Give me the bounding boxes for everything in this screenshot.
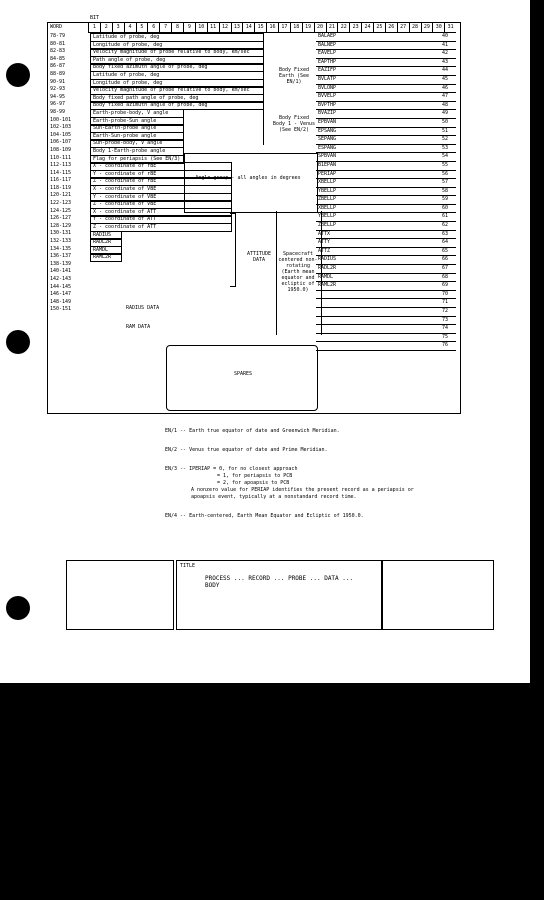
field-row: Z - coordinate of rBE bbox=[90, 177, 232, 186]
small-label: RAML2R bbox=[90, 253, 122, 262]
bit-cell: 8 bbox=[171, 23, 183, 32]
word-number: 146-147 bbox=[50, 291, 72, 298]
bit-cell: 6 bbox=[147, 23, 159, 32]
word-number: 138-139 bbox=[50, 260, 72, 267]
variable-number: 70 bbox=[441, 290, 448, 297]
variable-number: 45 bbox=[441, 75, 448, 82]
field-row: Earth-Sun-probe angle bbox=[90, 132, 184, 141]
word-number: 130-131 bbox=[50, 230, 72, 237]
bit-cell: 4 bbox=[124, 23, 136, 32]
variable-row bbox=[316, 291, 456, 300]
bit-cell: 15 bbox=[254, 23, 266, 32]
variable-number: 66 bbox=[441, 256, 448, 263]
variable-number: 43 bbox=[441, 58, 448, 65]
variable-code: BVPTHP bbox=[318, 101, 337, 108]
variable-number: 69 bbox=[441, 282, 448, 289]
variable-name-column bbox=[316, 33, 456, 351]
bit-cell: 3 bbox=[112, 23, 124, 32]
bit-cell: 10 bbox=[195, 23, 207, 32]
field-row: Longitude of probe, deg bbox=[90, 41, 264, 50]
group-spares: SPARES bbox=[233, 371, 253, 377]
word-number: 112-113 bbox=[50, 162, 72, 169]
variable-row bbox=[316, 110, 456, 119]
variable-row bbox=[316, 248, 456, 257]
bit-cell: 25 bbox=[373, 23, 385, 32]
bit-cell: 19 bbox=[302, 23, 314, 32]
group-radius-data: RADIUS DATA bbox=[126, 305, 160, 311]
attitude-bracket bbox=[230, 213, 236, 287]
stamp-title-label: TITLE bbox=[180, 563, 196, 569]
variable-number: 58 bbox=[441, 187, 448, 194]
word-number: 114-115 bbox=[50, 169, 72, 176]
variable-number: 40 bbox=[441, 33, 448, 39]
variable-row bbox=[316, 342, 456, 351]
word-number: 86-87 bbox=[50, 63, 66, 70]
variable-code: ESPANG bbox=[318, 144, 337, 151]
word-number: 102-103 bbox=[50, 124, 72, 131]
variable-number: 47 bbox=[441, 93, 448, 100]
field-row: Y - coordinate of ATT bbox=[90, 215, 232, 224]
field-row: Body fixed azimuth angle of probe, deg bbox=[90, 63, 264, 72]
bit-cell: 18 bbox=[290, 23, 302, 32]
variable-code: BALAEP bbox=[318, 33, 337, 39]
word-number: 92-93 bbox=[50, 86, 66, 93]
note-en3-a: = 1, for periapsis to PCB bbox=[217, 473, 293, 479]
field-row: Earth-probe-Sun angle bbox=[90, 117, 184, 126]
variable-number: 41 bbox=[441, 41, 448, 48]
field-row: Y - coordinate of VBE bbox=[90, 193, 232, 202]
variable-row bbox=[316, 274, 456, 283]
variable-row bbox=[316, 213, 456, 222]
field-row: X - coordinate of VBE bbox=[90, 185, 232, 194]
small-label: RADIUS bbox=[90, 231, 122, 240]
bit-cell: 9 bbox=[183, 23, 195, 32]
field-row: Sun-probe-body, V angle bbox=[90, 139, 184, 148]
variable-code: XBELLP bbox=[318, 204, 337, 211]
field-row: Velocity magnitude of probe relative to body, km/sec bbox=[90, 48, 264, 57]
variable-number: 61 bbox=[441, 213, 448, 220]
variable-code bbox=[316, 325, 370, 333]
field-row: Y - coordinate of rBE bbox=[90, 170, 232, 179]
field-row: X - coordinate of rBE bbox=[90, 162, 232, 171]
small-label: RADL2R bbox=[90, 238, 122, 247]
note-en3-b: = 2, for apoapsis to PCB bbox=[217, 480, 290, 486]
variable-code: BVAZIP bbox=[318, 110, 337, 117]
variable-code: EAZIFP bbox=[318, 67, 337, 74]
variable-number: 54 bbox=[441, 153, 448, 160]
variable-code: EPBVAN bbox=[318, 118, 337, 125]
bit-cell: 21 bbox=[326, 23, 338, 32]
variable-row bbox=[316, 153, 456, 162]
variable-number: 42 bbox=[441, 50, 448, 57]
group-angle: Angle group - all angles in degrees bbox=[195, 175, 301, 181]
variable-code: ATTY bbox=[318, 239, 331, 246]
word-number: 104-105 bbox=[50, 131, 72, 138]
variable-code: RAMDL bbox=[318, 273, 334, 280]
word-number: 84-85 bbox=[50, 55, 66, 62]
bit-cell: 30 bbox=[432, 23, 444, 32]
variable-number: 57 bbox=[441, 179, 448, 186]
bit-cell: 5 bbox=[136, 23, 148, 32]
stamp-left bbox=[66, 560, 174, 630]
variable-row bbox=[316, 308, 456, 317]
variable-number: 71 bbox=[441, 299, 448, 306]
variable-number: 74 bbox=[441, 325, 448, 332]
word-label: WORD bbox=[50, 24, 63, 30]
variable-row bbox=[316, 50, 456, 59]
word-number: 132-133 bbox=[50, 238, 72, 245]
word-number: 80-81 bbox=[50, 40, 66, 47]
variable-row bbox=[316, 231, 456, 240]
angle-group-box bbox=[184, 153, 318, 213]
note-en3-c: A nonzero value for PERIAP identifies the present record as a periapsis or apoapsis event, typically at a nonstandard record time. bbox=[191, 487, 414, 500]
variable-code: BVLONP bbox=[318, 84, 337, 91]
bit-cell: 22 bbox=[337, 23, 349, 32]
variable-row bbox=[316, 76, 456, 85]
bit-cell: 26 bbox=[385, 23, 397, 32]
field-row: Earth-probe-body, V angle bbox=[90, 109, 184, 118]
variable-row bbox=[316, 171, 456, 180]
group-attitude: ATTITUDE DATA bbox=[246, 251, 272, 263]
variable-row bbox=[316, 136, 456, 145]
word-number: 88-89 bbox=[50, 70, 66, 77]
field-row: Longitude of probe, deg bbox=[90, 79, 264, 88]
bit-cell: 13 bbox=[231, 23, 243, 32]
variable-row bbox=[316, 42, 456, 51]
variable-row bbox=[316, 256, 456, 265]
note-en4: EN/4 -- Earth-centered, Earth Mean Equator and Ecliptic of 1950.0. bbox=[165, 513, 364, 519]
stamp-right bbox=[382, 560, 494, 630]
field-row: Latitude of probe, deg bbox=[90, 33, 264, 42]
note-en1: EN/1 -- Earth true equator of date and Greenwich Meridian. bbox=[165, 428, 340, 434]
variable-number: 49 bbox=[441, 110, 448, 117]
bit-cell: 7 bbox=[159, 23, 171, 32]
variable-row bbox=[316, 85, 456, 94]
variable-number: 60 bbox=[441, 204, 448, 211]
variable-code: XBELLP bbox=[318, 179, 337, 186]
variable-row bbox=[316, 179, 456, 188]
group-spacecraft: Spacecraft centered non-rotating (Earth mean equator and ecliptic of 1950.0) bbox=[278, 251, 318, 293]
variable-row bbox=[316, 188, 456, 197]
variable-number: 73 bbox=[441, 316, 448, 323]
note-en3: EN/3 -- IPERIAP = 0, for no closest approach bbox=[165, 466, 298, 472]
word-number: 78-79 bbox=[50, 33, 66, 39]
field-row: Latitude of probe, deg bbox=[90, 71, 264, 80]
bit-cell: 28 bbox=[409, 23, 421, 32]
field-row: X - coordinate of ATT bbox=[90, 208, 232, 217]
variable-number: 53 bbox=[441, 144, 448, 151]
variable-number: 50 bbox=[441, 118, 448, 125]
word-number: 142-143 bbox=[50, 276, 72, 282]
word-number: 96-97 bbox=[50, 101, 66, 108]
group-body-fixed-earth: Body Fixed Earth (See EN/1) bbox=[278, 67, 310, 85]
bit-cell: 29 bbox=[421, 23, 433, 32]
bit-cell: 20 bbox=[314, 23, 326, 32]
punch-hole bbox=[6, 330, 30, 354]
variable-row bbox=[316, 239, 456, 248]
variable-code: B1EPAN bbox=[318, 161, 337, 168]
variable-code: EPSANG bbox=[318, 127, 337, 134]
bit-cell: 1 bbox=[88, 23, 100, 32]
word-number: 82-83 bbox=[50, 48, 66, 55]
variable-number: 72 bbox=[441, 308, 448, 314]
word-number: 134-135 bbox=[50, 245, 72, 252]
variable-row bbox=[316, 325, 456, 334]
variable-code: BVLATP bbox=[318, 75, 337, 82]
variable-number: 63 bbox=[441, 230, 448, 237]
word-number: 148-149 bbox=[50, 298, 72, 305]
bit-cell: 27 bbox=[397, 23, 409, 32]
variable-row bbox=[316, 205, 456, 214]
variable-code: YBELLP bbox=[318, 187, 337, 194]
variable-number: 62 bbox=[441, 222, 448, 229]
variable-number: 76 bbox=[441, 342, 448, 349]
endnotes bbox=[165, 428, 415, 532]
field-row: Flag for periapsis (See EN/3) bbox=[90, 155, 184, 164]
variable-code bbox=[316, 299, 370, 307]
variable-code: ATTZ bbox=[318, 247, 331, 254]
variable-code bbox=[316, 291, 370, 299]
variable-number: 51 bbox=[441, 127, 448, 134]
group-bracket bbox=[263, 62, 264, 100]
bit-cell: 31 bbox=[444, 23, 456, 32]
bit-cell: 12 bbox=[219, 23, 231, 32]
variable-code: RAML2R bbox=[318, 282, 337, 289]
variable-row bbox=[316, 33, 456, 42]
word-number: 116-117 bbox=[50, 177, 72, 184]
field-row: Body fixed path angle of probe, deg bbox=[90, 94, 264, 103]
word-number: 128-129 bbox=[50, 222, 72, 229]
bit-cell: 14 bbox=[242, 23, 254, 32]
variable-number: 68 bbox=[441, 273, 448, 280]
bit-number-row bbox=[88, 23, 456, 33]
variable-number: 67 bbox=[441, 265, 448, 272]
variable-code: RADIUS bbox=[318, 256, 337, 263]
punch-hole bbox=[6, 596, 30, 620]
variable-code bbox=[316, 317, 370, 325]
variable-row bbox=[316, 317, 456, 326]
variable-number: 75 bbox=[441, 333, 448, 340]
record-layout-table bbox=[47, 15, 461, 414]
word-number: 110-111 bbox=[50, 154, 72, 161]
word-number: 120-121 bbox=[50, 192, 72, 199]
word-number: 126-127 bbox=[50, 215, 72, 222]
variable-code: PERIAP bbox=[318, 170, 337, 177]
bit-cell: 11 bbox=[207, 23, 219, 32]
variable-row bbox=[316, 145, 456, 154]
bit-cell: 24 bbox=[361, 23, 373, 32]
variable-code: EAVELP bbox=[318, 50, 337, 57]
variable-row bbox=[316, 282, 456, 291]
word-number: 118-119 bbox=[50, 184, 72, 191]
bit-label: BIT bbox=[90, 15, 100, 21]
word-number: 106-107 bbox=[50, 139, 72, 146]
variable-number: 46 bbox=[441, 84, 448, 91]
variable-code bbox=[316, 342, 370, 350]
stamp-title bbox=[176, 560, 382, 630]
stamp-title-text: PROCESS ... RECORD ... PROBE ... DATA ... BODY bbox=[205, 575, 354, 589]
field-row: Path angle of probe, deg bbox=[90, 56, 264, 65]
variable-code: ZBELLP bbox=[318, 222, 337, 229]
field-row: Z - coordinate of ATT bbox=[90, 223, 232, 232]
variable-row bbox=[316, 162, 456, 171]
word-number: 94-95 bbox=[50, 93, 66, 100]
note-en2: EN/2 -- Venus true equator of date and Prime Meridian. bbox=[165, 447, 328, 453]
field-row: Velocity magnitude of probe relative to body, km/sec bbox=[90, 86, 264, 95]
variable-number: 52 bbox=[441, 136, 448, 143]
word-number-column bbox=[48, 33, 88, 314]
word-number: 136-137 bbox=[50, 253, 72, 260]
word-number: 144-145 bbox=[50, 283, 72, 290]
variable-number: 56 bbox=[441, 170, 448, 177]
bit-cell: 2 bbox=[100, 23, 112, 32]
punch-hole bbox=[6, 63, 30, 87]
variable-number: 55 bbox=[441, 161, 448, 168]
variable-code bbox=[316, 308, 370, 316]
bit-cell: 17 bbox=[278, 23, 290, 32]
field-row: Sun-Earth-probe angle bbox=[90, 124, 184, 133]
variable-number: 48 bbox=[441, 101, 448, 108]
variable-code: SEPANG bbox=[318, 136, 337, 143]
variable-code bbox=[316, 334, 370, 342]
variable-code: ATTX bbox=[318, 230, 331, 237]
variable-number: 59 bbox=[441, 196, 448, 203]
field-row: Body fixed azimuth angle of probe, deg bbox=[90, 101, 264, 110]
variable-row bbox=[316, 119, 456, 128]
spares-box bbox=[166, 345, 318, 411]
word-number: 124-125 bbox=[50, 207, 72, 214]
variable-row bbox=[316, 93, 456, 102]
variable-code: EAPTHP bbox=[318, 58, 337, 65]
word-number: 108-109 bbox=[50, 146, 72, 153]
bit-cell: 16 bbox=[266, 23, 278, 32]
small-label: RAMDL bbox=[90, 246, 122, 255]
variable-number: 64 bbox=[441, 239, 448, 246]
bit-cell: 23 bbox=[349, 23, 361, 32]
word-number: 90-91 bbox=[50, 78, 66, 85]
variable-code: ZBELLP bbox=[318, 196, 337, 203]
variable-row bbox=[316, 334, 456, 343]
variable-code: BALNEP bbox=[318, 41, 337, 48]
word-number: 122-123 bbox=[50, 200, 72, 207]
word-number: 100-101 bbox=[50, 116, 72, 123]
variable-row bbox=[316, 59, 456, 68]
variable-code: YBELLP bbox=[318, 213, 337, 220]
variable-row bbox=[316, 196, 456, 205]
word-number: 140-141 bbox=[50, 268, 72, 275]
variable-code: BVVELP bbox=[318, 93, 337, 100]
variable-row bbox=[316, 265, 456, 274]
variable-number: 65 bbox=[441, 247, 448, 254]
word-number: 150-151 bbox=[50, 306, 72, 313]
variable-row bbox=[316, 299, 456, 308]
word-number: 98-99 bbox=[50, 108, 66, 115]
variable-code: SPBVAN bbox=[318, 153, 337, 160]
group-bracket bbox=[263, 107, 264, 145]
variable-row bbox=[316, 67, 456, 76]
field-row: Body 1-Earth-probe angle bbox=[90, 147, 184, 156]
variable-row bbox=[316, 128, 456, 137]
variable-row bbox=[316, 102, 456, 111]
group-ram-data: RAM DATA bbox=[126, 324, 151, 330]
group-body-fixed-venus: Body Fixed Body 1 - Venus (See EN/2) bbox=[272, 115, 316, 133]
field-row: Z - coordinate of VBE bbox=[90, 200, 232, 209]
variable-code: RADL2R bbox=[318, 265, 337, 272]
variable-row bbox=[316, 222, 456, 231]
variable-number: 44 bbox=[441, 67, 448, 74]
